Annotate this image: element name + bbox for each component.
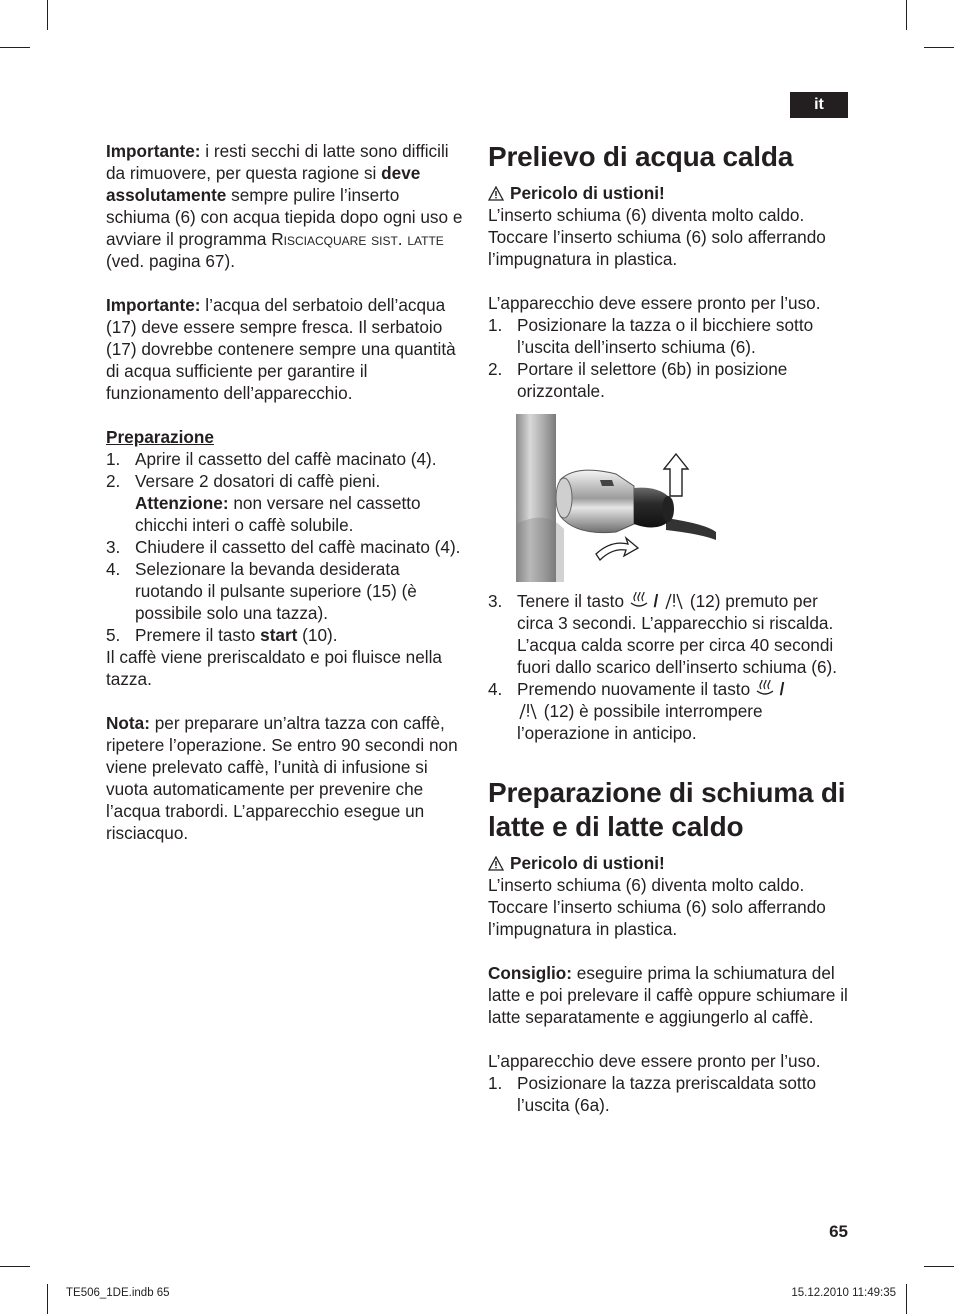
important-label: Importante: [106,295,201,315]
burn-warning: Pericolo di ustioni! [488,852,850,874]
program-name: Risciacquare sist. latte [271,229,444,249]
ready-text: L’apparecchio deve essere pronto per l’uso. [488,1051,821,1071]
crop-mark [924,47,954,48]
list-item: 4. Premendo nuovamente il tasto / (12) è possibile interrompere l’operazione in anticipo. [488,679,785,743]
right-column [488,140,850,1116]
crop-mark [906,1284,907,1314]
important-label: Importante: [106,141,201,161]
list-item: 1. Posizionare la tazza preriscaldata sotto l’uscita (6a). [488,1073,817,1115]
list-item: 3. Chiudere il cassetto del caffè macinato (4). [106,537,461,557]
warning-triangle-icon [488,186,504,201]
warning-triangle-icon [488,856,504,871]
crop-mark [906,0,907,30]
nota-label: Nota: [106,713,150,733]
important-note-1: Importante: i resti secchi di latte sono difficili da rimuovere, per questa ragione si deve assolutamente sempre pulire l’inserto schiuma (6) con acqua tiepida dopo ogni uso e avviare il programma Risciacquare sist. latte (ved. pagina 67). [106,141,463,271]
heading-hot-water: Prelievo di acqua calda [488,141,794,172]
list-item: 2. Versare 2 dosatori di caffè pieni. Attenzione: non versare nel cassetto chicchi interi o caffè solubile. [106,471,421,535]
steam-icon [629,592,649,610]
hot-water-icon [663,592,685,610]
attention-label: Attenzione: [135,493,229,513]
frother-selector-illustration [516,414,746,582]
steam-icon [755,680,775,698]
section-heading-preparazione: Preparazione [106,427,214,447]
list-item: 1. Posizionare la tazza o il bicchiere sotto l’uscita dell’inserto schiuma (6). [488,315,814,357]
burn-warning: Pericolo di ustioni! [488,182,850,204]
hot-water-steps [488,314,850,402]
hot-water-steps-continued [488,590,850,744]
tip-paragraph: Consiglio: eseguire prima la schiumatura del latte e poi prelevare il caffè oppure schiumare il latte separatamente e aggiungerlo al caffè. [488,963,848,1027]
language-tab: it [790,92,848,118]
footer-filename: TE506_1DE.indb 65 [66,1287,170,1299]
tip-label: Consiglio: [488,963,573,983]
burn-warning-text: L’inserto schiuma (6) diventa molto caldo. Toccare l’inserto schiuma (6) solo afferrando l’impugnatura in plastica. [488,875,826,939]
important-note-2: Importante: l’acqua del serbatoio dell’acqua (17) deve essere sempre fresca. Il serbatoio (17) dovrebbe contenere sempre una quantità di acqua sufficiente per garantire il funzionamento dell’apparecchio. [106,295,456,403]
ready-text: L’apparecchio deve essere pronto per l’uso. [488,293,821,313]
footer-timestamp: 15.12.2010 11:49:35 [791,1287,896,1299]
start-key-label: start [260,625,298,645]
hot-water-icon [517,702,539,720]
emphasis: deve assolutamente [106,163,421,205]
left-column [106,140,468,844]
crop-mark [924,1266,954,1267]
crop-mark [0,47,30,48]
preparation-steps [106,448,468,646]
list-item: 3. Tenere il tasto / (12) premuto per circa 3 secondi. L’apparecchio si riscalda. L’acqua calda scorre per circa 40 secondi fuori dallo scarico dell’inserto schiuma (6). [488,591,838,677]
crop-mark [0,1266,30,1267]
nota-paragraph: Nota: per preparare un’altra tazza con caffè, ripetere l’operazione. Se entro 90 secondi non viene prelevato caffè, l’unità di infusione si vuota automaticamente per prevenire che l’acqua trabordi. L’apparecchio esegue un risciacquo. [106,713,458,843]
list-item: 4. Selezionare la bevanda desiderata ruotando il pulsante superiore (15) (è possibile solo una tazza). [106,559,417,623]
heading-milk-froth: Preparazione di schiuma di latte e di latte caldo [488,777,846,842]
page-number: 65 [829,1222,848,1241]
after-text: Il caffè viene preriscaldato e poi fluisce nella tazza. [106,647,442,689]
list-item: 1. Aprire il cassetto del caffè macinato (4). [106,449,437,469]
crop-mark [47,0,48,30]
burn-warning-text: L’inserto schiuma (6) diventa molto caldo. Toccare l’inserto schiuma (6) solo afferrando l’impugnatura in plastica. [488,205,826,269]
crop-mark [47,1284,48,1314]
list-item: 5. Premere il tasto start (10). [106,625,338,645]
list-item: 2. Portare il selettore (6b) in posizione orizzontale. [488,359,788,401]
milk-froth-steps [488,1072,850,1116]
